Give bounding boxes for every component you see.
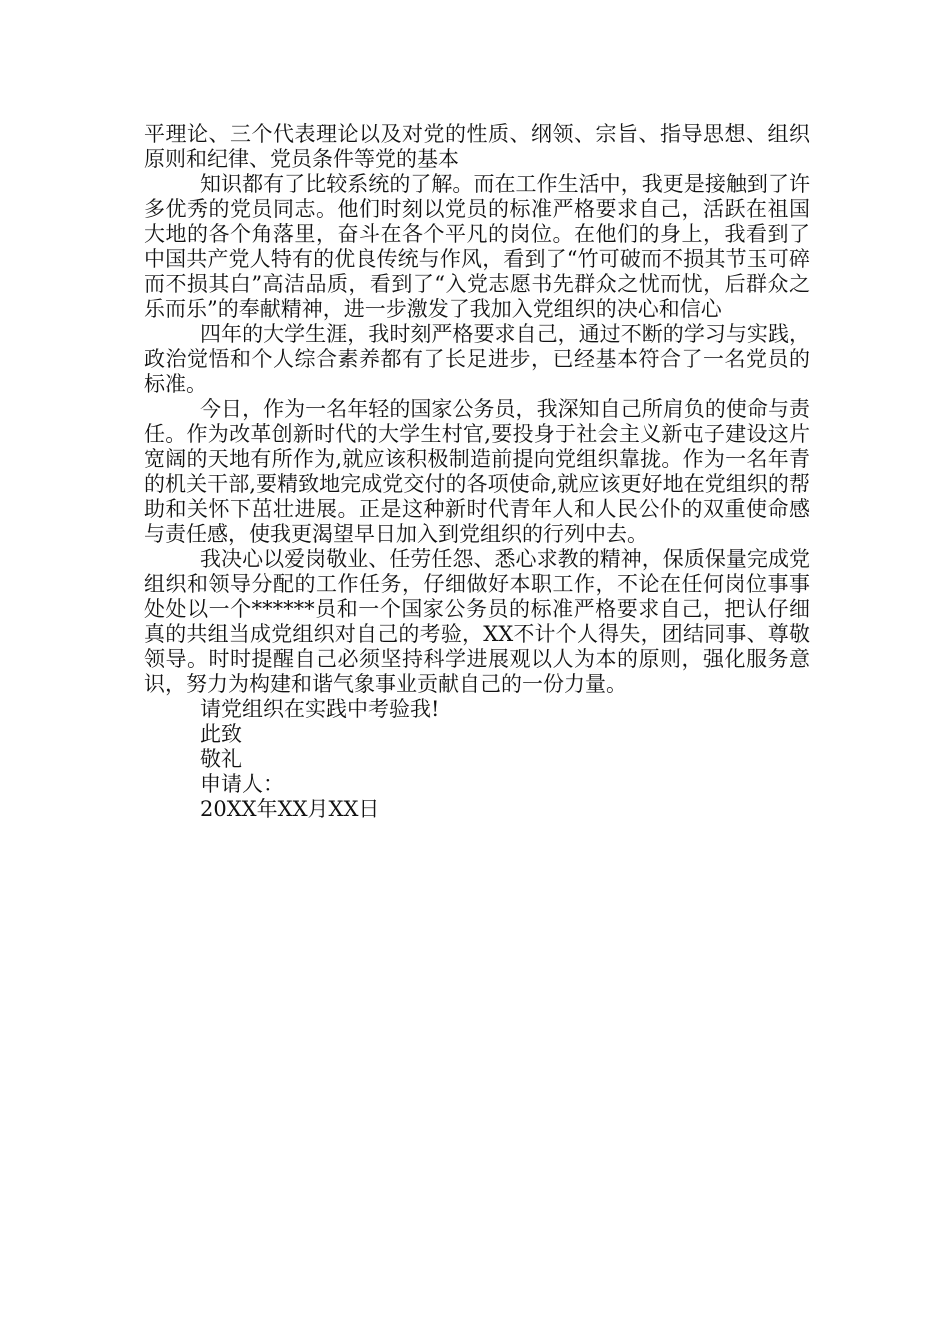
paragraph-2: 知识都有了比较系统的了解。而在工作生活中，我更是接触到了许多优秀的党员同志。他们时刻以党员的标准严格要求自己，活跃在祖国大地的各个角落里，奋斗在各个平凡的岗位。在他们的身上，我看到了中国共产党人特有的优良传统与作风，看到了“竹可破而不损其节玉可碎而不损其白”高洁品质，看到了“入党志愿书先群众之忧而忧，后群众之乐而乐”的奉献精神，进一步激发了我加入党组织的决心和信心 xyxy=(144,172,810,321)
document-page xyxy=(144,122,810,822)
applicant-label: 申请人： xyxy=(200,772,284,796)
paragraph-4: 今日，作为一名年轻的国家公务员，我深知自己所肩负的使命与责任。作为改革创新时代的大学生村官,要投身于社会主义新屯子建设这片宽阔的天地有所作为,就应该积极制造前提向党组织靠拢。作为一名年青的机关干部,要精致地完成党交付的各项使命,就应该更好地在党组织的帮助和关怀下茁壮进展。正是这种新时代青年人和人民公仆的双重使命感与责任感，使我更渴望早日加入到党组织的行列中去。 xyxy=(144,397,810,546)
closing-block xyxy=(144,697,810,822)
paragraph-5: 我决心以爱岗敬业、任劳任怨、悉心求教的精神，保质保量完成党组织和领导分配的工作任务，仔细做好本职工作，不论在任何岗位事事处处以一个******员和一个国家公务员的标准严格要求自己，把认仔细真的共组当成党组织对自己的考验，XX不计个人得失，团结同事、尊敬领导。时时提醒自己必须坚持科学进展观以人为本的原则，强化服务意识，努力为构建和谐气象事业贡献自己的一份力量。 xyxy=(144,547,810,696)
salutation-line-2: 敬礼 xyxy=(200,747,242,771)
paragraph-3: 四年的大学生涯，我时刻严格要求自己，通过不断的学习与实践，政治觉悟和个人综合素养都有了长足进步，已经基本符合了一名党员的标准。 xyxy=(144,322,810,396)
closing-request: 请党组织在实践中考验我! xyxy=(200,697,440,721)
signature-date: 20XX年XX月XX日 xyxy=(200,797,380,821)
salutation-line-1: 此致 xyxy=(200,722,242,746)
paragraph-1: 平理论、三个代表理论以及对党的性质、纲领、宗旨、指导思想、组织原则和纪律、党员条件等党的基本 xyxy=(144,122,810,171)
